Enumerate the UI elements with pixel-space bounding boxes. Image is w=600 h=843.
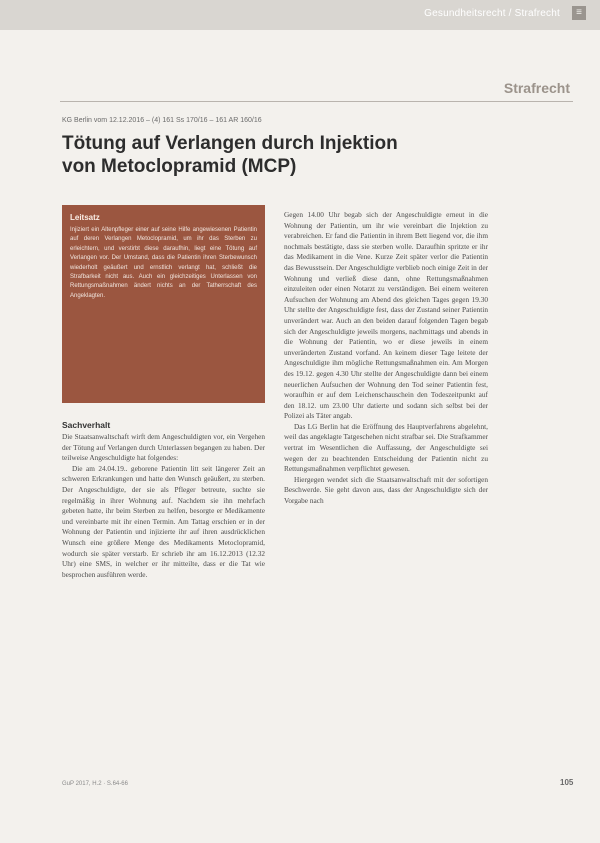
section-title: Strafrecht xyxy=(503,80,570,96)
page-number: 105 xyxy=(560,778,574,787)
section-label: Gesundheitsrecht / Strafrecht xyxy=(424,8,560,19)
right-paragraph-1: Gegen 14.00 Uhr begab sich der Angeschuldigte erneut in die Wohnung der Patientin, um ihr wie vereinbart die Injektion zu verabreichen. Er fand die Patientin in ihrem Bett liegend vor, die ihm nochmals bestätigte, dass sie sterben wolle. Daraufhin spritzte er ihr das Medikament in die Vene. Kurze Zeit später verlor die Patientin das Bewusstsein. Der Angeschuldigte verblieb noch einige Zeit in der Wohnung und verließ diese dann, ohne Rettungsmaßnahmen einzuleiten oder einen Notarzt zu verständigen. Bei einem weiteren Aufsuchen der Wohnung am Abend des gleichen Tages gegen 19.30 Uhr stellte der Angeschuldigte fest, dass der Zustand seiner Patientin unverändert war. Auch an den beiden darauf folgenden Tagen begab sich der Angeschuldigte jeweils morgens, nachmittags und abends in die Wohnung der Patientin, wo er diese jeweils in einem unveränderten Zustand vorfand. An keinem dieser Tage leitete der Angeschuldigte ihm mögliche Rettungsmaßnahmen ein. Am Morgen des 19.12. gegen 4.30 Uhr stellte der Angeschuldigte dann bei einem neuerlichen Aufsuchen der Wohnung den Tod seiner Patientin fest, woraufhin er auf dem Leichenschauschein den Todeszeitpunkt auf den 18.12. um 23.00 Uhr datierte und sodann sich selbst bei der Polizei als Täter angab. xyxy=(284,210,488,421)
header-bar xyxy=(0,0,600,30)
section-divider xyxy=(60,101,573,102)
footer-reference: GuP 2017, H.2 · S.64-66 xyxy=(62,781,128,787)
title-line-1: Tötung auf Verlangen durch Injektion xyxy=(62,133,398,154)
right-column xyxy=(284,210,488,507)
document-icon: ≡ xyxy=(572,6,586,20)
citation: KG Berlin vom 12.12.2016 – (4) 161 Ss 170/16 – 161 AR 160/16 xyxy=(62,117,262,124)
leitsatz-box xyxy=(62,205,265,403)
right-paragraph-3: Hiergegen wendet sich die Staatsanwaltschaft mit der sofortigen Beschwerde. Sie geht davon aus, dass der Angeschuldigte sich der Vorgabe nach xyxy=(284,474,488,506)
article-title xyxy=(62,132,462,178)
right-paragraph-2: Das LG Berlin hat die Eröffnung des Hauptverfahrens abgelehnt, weil das angeklagte Tatgeschehen nicht strafbar sei. Die Strafkammer vertrat im Wesentlichen die Auffassung, der Angeschuldigte sei wegen der zu beachtenden Entscheidung der Patientin nicht zu Rettungsmaßnahmen verpflichtet gewesen. xyxy=(284,421,488,474)
left-column xyxy=(62,420,265,580)
title-line-2: von Metoclopramid (MCP) xyxy=(62,156,297,177)
left-paragraph-1: Die Staatsanwaltschaft wirft dem Angeschuldigten vor, ein Vergehen der Tötung auf Verlangen durch Unterlassen begangen zu haben. Der teilweise Angeschuldigte hat folgendes: xyxy=(62,432,265,463)
sachverhalt-heading: Sachverhalt xyxy=(62,420,111,430)
left-paragraph-2: Die am 24.04.19.. geborene Patientin litt seit längerer Zeit an schweren Erkrankungen und hatte den Wunsch geäußert, zu sterben. Der Angeschuldigte, der sie als Pfleger betreute, suchte sie regelmäßig in ihrer Wohnung auf. Nachdem sie ihn mehrfach gebeten hatte, ihr beim Sterben zu helfen, besorgte er Medikamente und vereinbarte mit ihr einen Termin. Am Tattag erschien er in der Wohnung der Patientin und injizierte ihr auf ihren ausdrücklichen Wunsch eine größere Menge des Medikaments Metoclopramid, wodurch sie später verstarb. Er schrieb ihr am 16.12.2013 (12.32 Uhr) eine SMS, in welcher er ihr mitteilte, dass er die Tat wie besprochen ausführen werde. xyxy=(62,463,265,579)
leitsatz-heading: Leitsatz xyxy=(70,213,100,222)
leitsatz-text: Injiziert ein Altenpfleger einer auf seine Hilfe angewiesenen Patientin auf deren Verlangen Metoclopramid, um ihr das Sterben zu erleichtern, und verstirbt diese daraufhin, liegt eine Tötung auf Verlangen vor. Der Umstand, dass die Patientin ihren Sterbewunsch wiederholt geäußert und ernstlich verlangt hat, schließt die Strafbarkeit nicht aus. Auch ein gleichzeitiges Unterlassen von Rettungsmaßnahmen ändert nichts an der Tatherrschaft des Angeklagten. xyxy=(70,227,257,299)
